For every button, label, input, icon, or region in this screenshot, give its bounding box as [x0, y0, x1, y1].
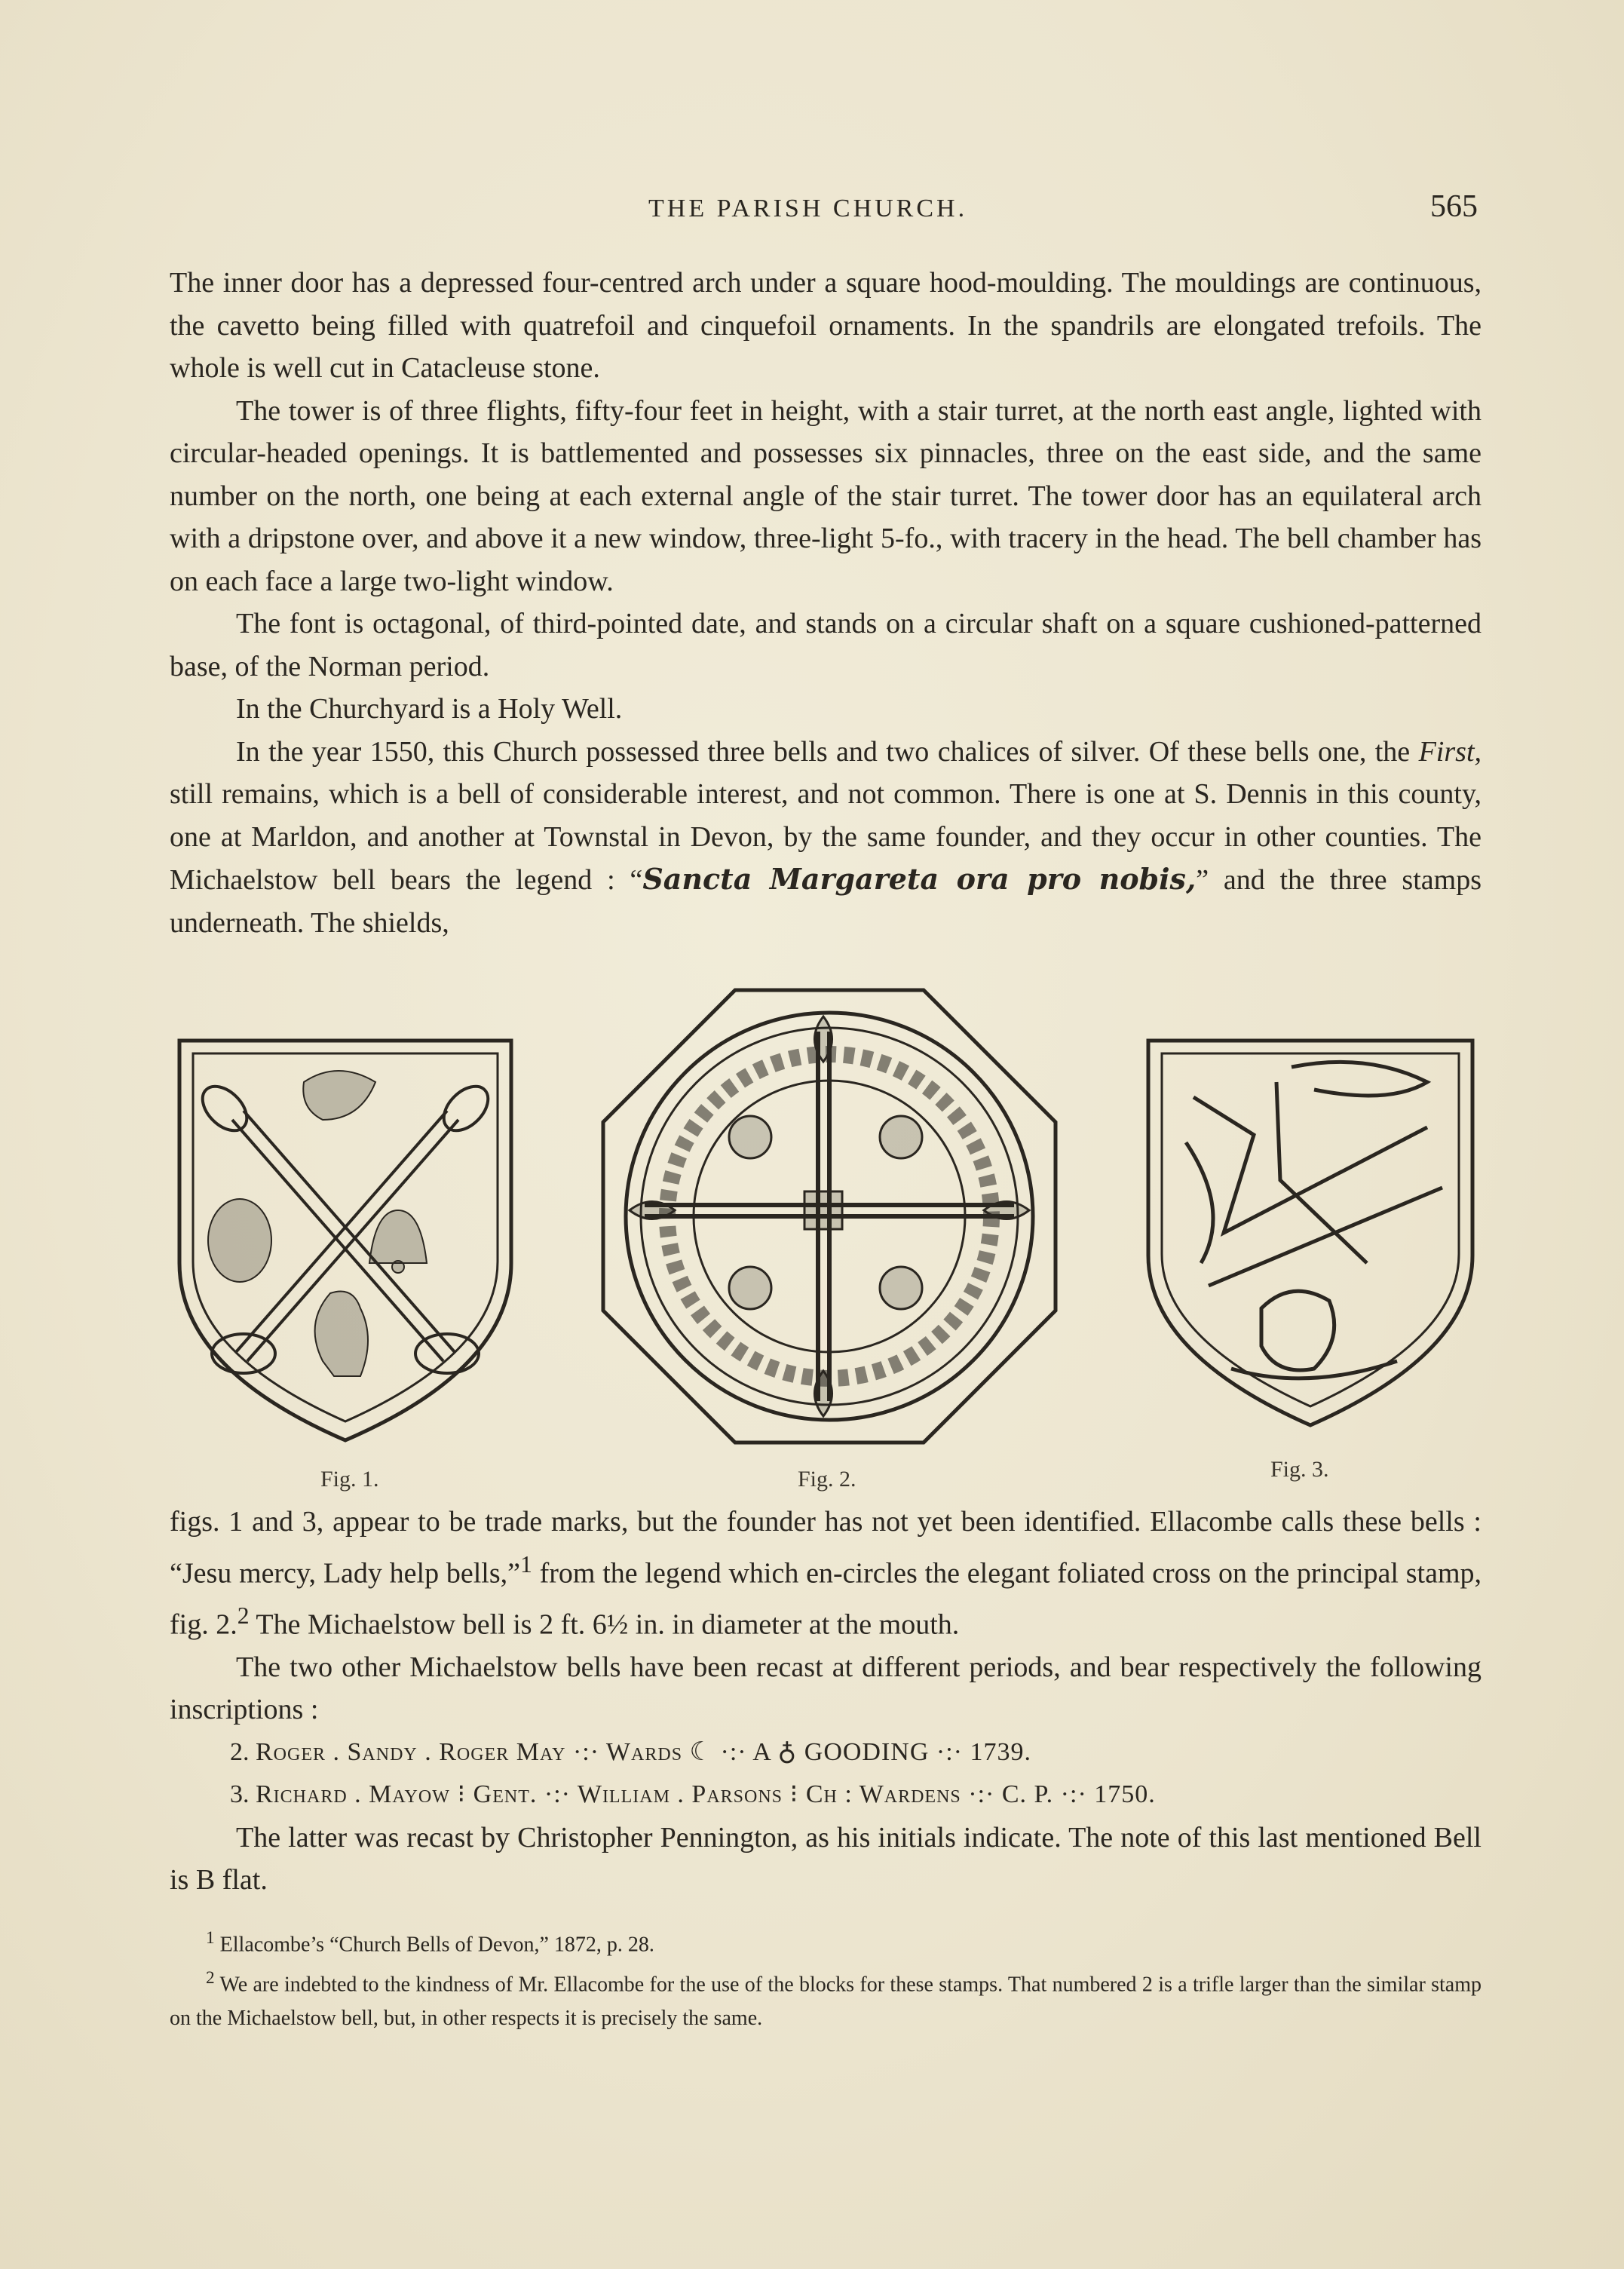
paragraph-inner-door: The inner door has a depressed four-centred arch under a square hood-moulding. The mouldings are continuous, the cavetto being filled with quatrefoil and cinquefoil ornaments. In the spandrils are elongated trefoils. The whole is well cut in Catacleuse stone.	[170, 267, 1482, 384]
figure-2-stamp	[599, 986, 1059, 1446]
footnote-1-mark: 1	[206, 1928, 215, 1948]
figure-2-caption: Fig. 2.	[798, 1467, 856, 1492]
bells-text-b: still remains, which is a bell of considerable interest, and not common. There is one at S. Dennis in this county, one at Marldon, and another at Townstal in Devon, by the same founder, and they occur in other counties. The Michaelstow bell bears the legend : “	[170, 778, 1482, 896]
inscription-3-number: 3.	[230, 1780, 250, 1809]
trade-marks-text-c: The Michaelstow bell is 2 ft. 6½ in. in diameter at the mouth.	[256, 1608, 960, 1641]
paragraph-holy-well: In the Churchyard is a Holy Well.	[236, 693, 623, 725]
inscription-bell-2	[170, 1731, 1482, 1774]
page-header	[173, 189, 1478, 234]
figure-1-caption: Fig. 1.	[320, 1467, 379, 1492]
figure-3-shield	[1141, 1037, 1480, 1429]
footnote-2-text: We are indebted to the kindness of Mr. Ellacombe for the use of the blocks for these stamps. That numbered 2 is a trifle larger than the similar stamp on the Michaelstow bell, but, in other respects it is precisely the same.	[170, 1973, 1482, 2030]
paragraph-recast: The latter was recast by Christopher Pennington, as his initials indicate. The note of this last mentioned Bell is B flat.	[170, 1821, 1482, 1896]
trade-marks-text-a: figs. 1 and 3, appear to be trade marks, but the founder has not yet been identified. Ellacombe calls these bells : “Jesu mercy, Lady help bells,”	[170, 1506, 1482, 1590]
inscription-bell-3	[170, 1774, 1482, 1817]
footnotes	[170, 1921, 1482, 2035]
figure-1-shield	[172, 1037, 519, 1444]
paragraph-tower: The tower is of three flights, fifty-four feet in height, with a stair turret, at the north east angle, lighted with circular-headed openings. It is battlemented and possesses six pinnacles, three on the east side, and the same number on the north, one being at each external angle of the stair turret. The tower door has an equilateral arch with a dripstone over, and above it a new window, three-light 5-fo., with tracery in the head. The bell chamber has on each face a large two-light window.	[170, 394, 1482, 597]
footnote-1	[170, 1921, 1482, 1961]
first-bell-italic: First,	[1418, 735, 1482, 768]
footnote-ref-1: 1	[520, 1550, 532, 1578]
bells-text-c: ” and the three stamps underneath. The shields,	[170, 864, 1482, 939]
running-title: THE PARISH CHURCH.	[648, 195, 968, 222]
paragraph-bells	[170, 731, 1482, 945]
footnote-2	[170, 1961, 1482, 2034]
inscription-2-number: 2.	[230, 1737, 250, 1766]
footnote-2-mark: 2	[206, 1968, 215, 1988]
paragraph-other-bells: The two other Michaelstow bells have been recast at different periods, and bear respectively the following inscriptions :	[170, 1651, 1482, 1726]
trade-marks-text-b: from the legend which en-circles the elegant foliated cross on the principal stamp, fig. 2.	[170, 1557, 1482, 1641]
paragraph-trade-marks	[170, 1501, 1482, 1646]
body-text-bottom	[170, 1501, 1482, 1902]
paragraph-font: The font is octagonal, of third-pointed date, and stands on a circular shaft on a square cushioned-patterned base, of the Norman period.	[170, 608, 1482, 682]
body-text-top	[170, 262, 1482, 944]
bells-text-a: In the year 1550, this Church possessed three bells and two chalices of silver. Of these bells one, the	[236, 735, 1411, 768]
page-number: 565	[1430, 189, 1478, 224]
inscription-2-text: Roger . Sandy . Roger May ·:· Wards ☾ ·:· A ♁ GOODING ·:· 1739.	[256, 1737, 1031, 1766]
footnote-1-text: Ellacombe’s “Church Bells of Devon,” 1872, p. 28.	[219, 1933, 654, 1957]
figure-3-caption: Fig. 3.	[1270, 1457, 1329, 1482]
inscription-3-text: Richard . Mayow ⁝ Gent. ·:· William . Parsons ⁝ Ch : Wardens ·:· C. P. ·:· 1750.	[256, 1780, 1156, 1809]
footnote-ref-2: 2	[237, 1602, 250, 1629]
bell-legend: Sancta Margareta ora pro nobis,	[642, 862, 1197, 896]
